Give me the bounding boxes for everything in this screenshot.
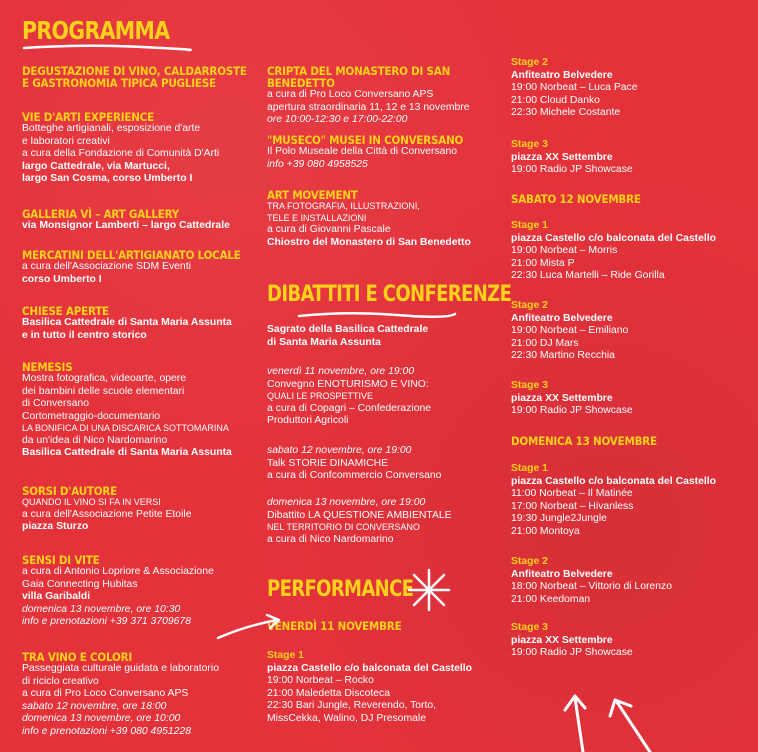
- stage-label: Stage 2: [511, 300, 548, 311]
- sagrato-block: [267, 324, 428, 349]
- museco-line: Il Polo Museale della Città di Conversano: [267, 146, 458, 157]
- event-date: domenica 13 novembre, ore 19:00: [267, 497, 426, 508]
- nemesis-line: di Conversano: [22, 398, 90, 410]
- cripta-line: apertura straordinaria 11, 12 e 13 novembre: [267, 101, 470, 113]
- vie-darti-line: largo Cattedrale, via Martucci,: [22, 160, 170, 172]
- cripta-title: CRIPTA DEL MONASTERO DI SAN BENEDETTO: [267, 64, 451, 90]
- stage-line: 22:30 Michele Costante: [511, 107, 621, 119]
- tra-vino-line: di riciclo creativo: [22, 675, 99, 687]
- domenica-stage-2-block: [511, 556, 672, 606]
- degustazione-line-1: DEGUSTAZIONE DI VINO, CALDARROSTE: [22, 64, 247, 78]
- stage-line: MissCekka, Walino, DJ Presomale: [267, 712, 426, 724]
- stage-line: 21:00 Mista P: [511, 257, 575, 269]
- event-line: a cura di Nico Nardomarino: [267, 533, 394, 545]
- nemesis-line: Cortometraggio-documentario: [22, 410, 161, 422]
- stage-place: Anfiteatro Belvedere: [511, 69, 613, 81]
- sagrato-line: di Santa Maria Assunta: [267, 336, 381, 348]
- stage-line: 21:00 Keedoman: [511, 593, 591, 605]
- degustazione-block: [22, 65, 247, 89]
- event-1-block: [267, 366, 431, 428]
- galleria-title: GALLERIA VÌ – ART GALLERY: [22, 207, 180, 221]
- art-movement-title: ART MOVEMENT: [267, 188, 358, 202]
- nemesis-line: dei bambini delle scuole elementari: [22, 385, 185, 397]
- art-movement-line: a cura di Giovanni Pascale: [267, 224, 391, 235]
- mercatini-title: MERCATINI DELL'ARTIGIANATO LOCALE: [22, 248, 241, 262]
- event-2-block: [267, 445, 441, 483]
- tra-vino-line: sabato 12 novembre, ore 18:00: [22, 700, 167, 712]
- tra-vino-title: TRA VINO E COLORI: [22, 650, 132, 664]
- art-movement-line: TELE E INSTALLAZIONI: [267, 212, 367, 223]
- stage-label: Stage 3: [511, 380, 548, 391]
- sabato-stage-3-block: [511, 380, 633, 418]
- domenica-heading: DOMENICA 13 NOVEMBRE: [511, 434, 657, 448]
- stage-label: Stage 1: [511, 463, 548, 474]
- stage-line: 21:00 Montoya: [511, 525, 580, 537]
- sorsi-title: SORSI D'AUTORE: [22, 484, 118, 498]
- stage-place: piazza Castello c/o balconata del Castello: [267, 662, 472, 674]
- stage-place: piazza XX Settembre: [511, 634, 613, 646]
- vie-darti-title: VIE D'ARTI EXPERIENCE: [22, 110, 154, 124]
- event-line: Produttori Agricoli: [267, 415, 349, 427]
- nemesis-line: Basilica Cattedrale di Santa Maria Assunta: [22, 447, 232, 459]
- sorsi-line: QUANDO IL VINO SI FA IN VERSI: [22, 497, 161, 507]
- stage-label: Stage 2: [511, 57, 548, 68]
- event-line: QUALI LE PROSPETTIVE: [267, 391, 374, 402]
- venerdi-stage-1-block: [267, 650, 472, 726]
- stage-line: 19:00 Norbeat – Luca Pace: [511, 82, 638, 94]
- star-burst-icon: [407, 568, 451, 612]
- sorsi-block: [22, 485, 191, 534]
- nemesis-line: LA BONIFICA DI UNA DISCARICA SOTTOMARINA: [22, 423, 229, 434]
- museco-block: [267, 134, 463, 171]
- stage-line: 19:00 Radio JP Showcase: [511, 405, 633, 417]
- stage-label: Stage 1: [267, 650, 304, 661]
- chiese-title: CHIESE APERTE: [22, 304, 109, 318]
- vie-darti-line: largo San Cosma, corso Umberto I: [22, 173, 193, 185]
- cripta-block: [267, 65, 507, 127]
- tra-vino-line: info e prenotazioni +39 080 4951228: [22, 725, 191, 737]
- stage-label: Stage 3: [511, 622, 548, 633]
- sensi-title: SENSI DI VITE: [22, 553, 100, 567]
- stage-line: 19:00 Norbeat – Rocko: [267, 675, 374, 687]
- stage-label: Stage 1: [511, 220, 548, 231]
- sabato-stage-1-block: [511, 220, 716, 283]
- tra-vino-block: [22, 651, 219, 739]
- stage-place: Anfiteatro Belvedere: [511, 312, 613, 324]
- vie-darti-line: Botteghe artigianali, esposizione d'arte: [22, 123, 201, 134]
- chiese-line: Basilica Cattedrale di Santa Maria Assunta: [22, 317, 232, 328]
- stage-line: 22:30 Luca Martelli – Ride Gorilla: [511, 270, 665, 282]
- sensi-line: villa Garibaldi: [22, 591, 91, 603]
- sensi-block: [22, 554, 214, 629]
- venerdi-heading: VENERDÌ 11 NOVEMBRE: [267, 619, 402, 633]
- cripta-line: a cura di Pro Loco Conversano APS: [267, 89, 434, 100]
- mercatini-line: corso Umberto I: [22, 273, 102, 285]
- nemesis-block: [22, 361, 232, 460]
- sabato-stage-2-block: [511, 300, 628, 363]
- sensi-line: a cura di Antonio Lopriore & Associazione: [22, 566, 214, 577]
- nemesis-line: da un'idea di Nico Nardomarino: [22, 434, 168, 446]
- event-line: a cura di Copagri – Confederazione: [267, 402, 432, 414]
- vie-darti-line: e laboratori creativi: [22, 135, 110, 147]
- stage-place: piazza Castello c/o balconata del Castello: [511, 475, 716, 487]
- stage-line: 22:30 Bari Jungle, Reverendo, Torto,: [267, 700, 437, 712]
- stage-line: 19:00 Norbeat – Emiliano: [511, 325, 629, 337]
- tra-vino-line: Passeggiata culturale guidata e laboratorio: [22, 663, 219, 674]
- event-line: Dibattito LA QUESTIONE AMBIENTALE: [267, 509, 452, 521]
- sorsi-line: a cura dell'Associazione Petite Etoile: [22, 508, 192, 520]
- sabato-heading: SABATO 12 NOVEMBRE: [511, 192, 641, 206]
- stage-line: 17:00 Norbeat – Hivanless: [511, 500, 634, 512]
- art-movement-line: Chiostro del Monastero di San Benedetto: [267, 236, 471, 248]
- event-3-block: [267, 497, 452, 546]
- stage-line: 21:00 DJ Mars: [511, 337, 579, 349]
- stage-label: Stage 3: [511, 139, 548, 150]
- stage-line: 19:00 Radio JP Showcase: [511, 164, 633, 176]
- performance-heading: PERFORMANCE: [267, 577, 414, 602]
- domenica-stage-3-block: [511, 622, 633, 660]
- stage-place: piazza XX Settembre: [511, 392, 613, 404]
- tra-vino-line: domenica 13 novembre, ore 10:00: [22, 713, 181, 725]
- stage-place: piazza Castello c/o balconata del Castello: [511, 232, 716, 244]
- venerdi-stage-3-block: [511, 139, 633, 177]
- museco-title: "MUSECO" MUSEI IN CONVERSANO: [267, 133, 464, 147]
- stage-label: Stage 2: [511, 556, 548, 567]
- event-line: NEL TERRITORIO DI CONVERSANO: [267, 522, 420, 533]
- programma-heading: PROGRAMMA: [22, 16, 170, 45]
- arrows-up-icon: [555, 680, 695, 752]
- art-movement-line: TRA FOTOGRAFIA, ILLUSTRAZIONI,: [267, 201, 420, 211]
- sensi-line: domenica 13 novembre, ore 10:30: [22, 603, 181, 615]
- stage-line: 19:30 Jungle2Jungle: [511, 513, 607, 525]
- stage-line: 21:00 Cloud Danko: [511, 94, 600, 106]
- event-line: Talk STORIE DINAMICHE: [267, 457, 389, 469]
- nemesis-title: NEMESIS: [22, 360, 73, 374]
- underline-swoosh-icon: [22, 42, 192, 54]
- stage-line: 19:00 Radio JP Showcase: [511, 647, 633, 659]
- art-movement-block: [267, 189, 471, 249]
- stage-line: 18:00 Norbeat – Vittorio di Lorenzo: [511, 581, 672, 593]
- nemesis-line: Mostra fotografica, videoarte, opere: [22, 373, 187, 384]
- sagrato-line: Sagrato della Basilica Cattedrale: [267, 324, 429, 335]
- sensi-line: info e prenotazioni +39 371 3709678: [22, 616, 191, 628]
- stage-line: 22:30 Martino Recchia: [511, 350, 615, 362]
- mercatini-line: a cura dell'Associazione SDM Eventi: [22, 261, 191, 272]
- venerdi-stage-2-block: [511, 57, 638, 120]
- event-line: a cura di Confcommercio Conversano: [267, 470, 442, 482]
- domenica-stage-1-block: [511, 463, 716, 539]
- stage-line: 19:00 Norbeat – Morris: [511, 245, 618, 257]
- event-line: Convegno ENOTURISMO E VINO:: [267, 378, 429, 390]
- chiese-line: e in tutto il centro storico: [22, 329, 147, 341]
- underline-swoosh-icon: [297, 309, 457, 321]
- sorsi-line: piazza Sturzo: [22, 521, 89, 533]
- event-date: sabato 12 novembre, ore 19:00: [267, 445, 412, 456]
- cripta-line: ore 10:00-12:30 e 17:00-22:00: [267, 114, 408, 126]
- arrow-icon: [215, 612, 287, 642]
- galleria-block: [22, 208, 230, 233]
- stage-place: piazza XX Settembre: [511, 151, 613, 163]
- chiese-block: [22, 305, 232, 342]
- vie-darti-block: [22, 111, 219, 186]
- stage-line: 21:00 Maledetta Discoteca: [267, 687, 391, 699]
- degustazione-line-2: E GASTRONOMIA TIPICA PUGLIESE: [22, 76, 216, 90]
- museco-line: info +39 080 4958525: [267, 158, 368, 170]
- tra-vino-line: a cura di Pro Loco Conversano APS: [22, 688, 189, 700]
- mercatini-block: [22, 249, 241, 286]
- dibattiti-heading: DIBATTITI E CONFERENZE: [267, 282, 512, 307]
- sensi-line: Gaia Connecting Hubitas: [22, 578, 138, 590]
- galleria-line: via Monsignor Lamberti – largo Cattedrale: [22, 220, 230, 231]
- vie-darti-line: a cura della Fondazione di Comunità D'Arti: [22, 148, 220, 160]
- event-date: venerdì 11 novembre, ore 19:00: [267, 366, 415, 377]
- stage-line: 11:00 Norbeat – Il Matinée: [511, 488, 633, 500]
- stage-place: Anfiteatro Belvedere: [511, 568, 613, 580]
